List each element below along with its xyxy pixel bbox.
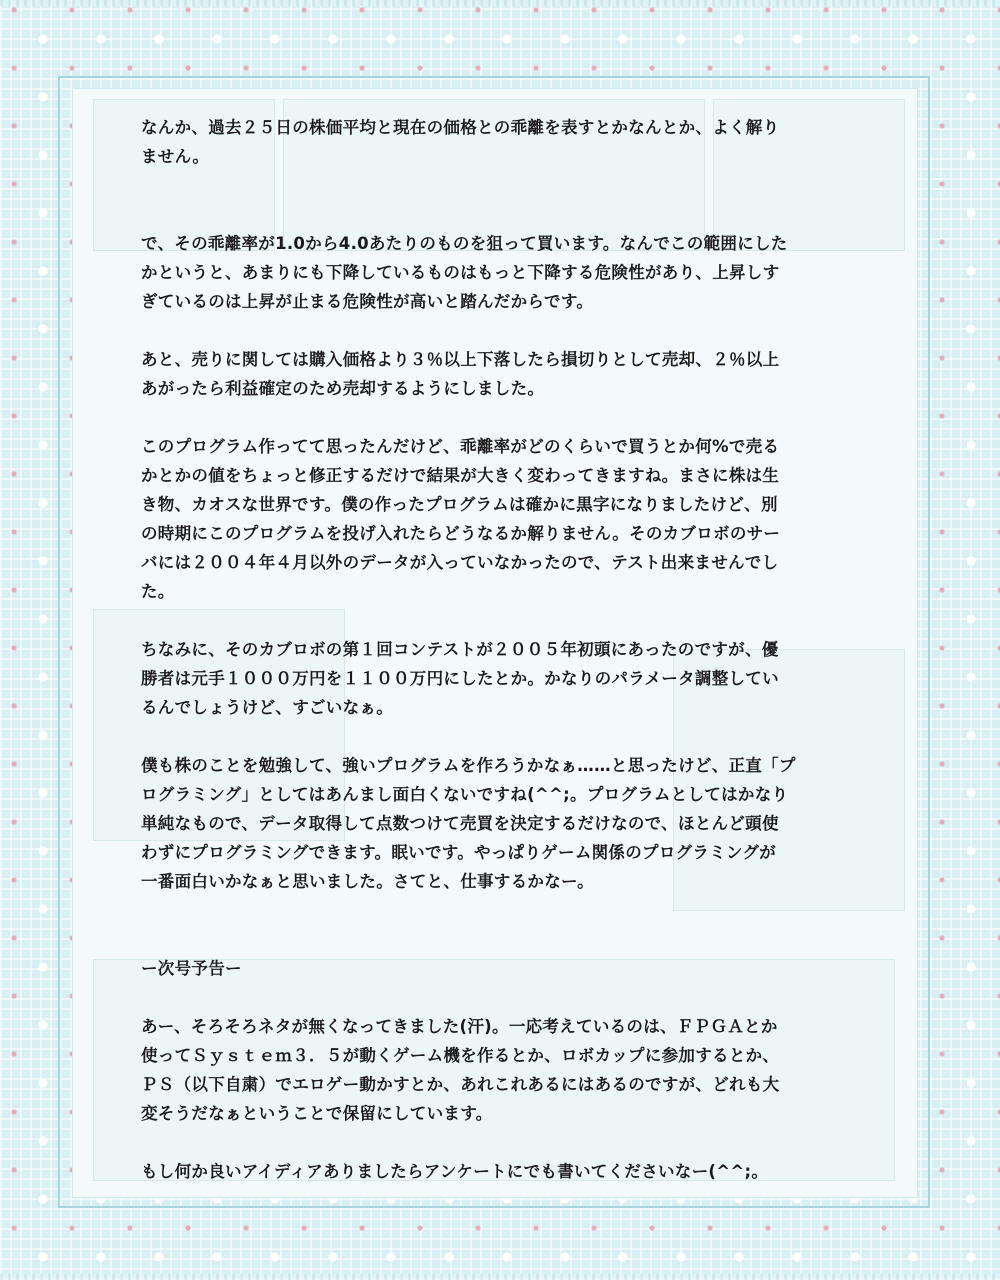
text-panel	[72, 88, 918, 1198]
article-body	[141, 113, 857, 1186]
paragraph: あと、売りに関しては購入価格より３％以上下落したら損切りとして売却、２％以上 あがったら利益確定のため売却するようにしました。	[141, 350, 780, 398]
section-heading: ー次号予告ー	[141, 959, 242, 978]
paragraph: 僕も株のことを勉強して、強いプログラムを作ろうかなぁ……と思ったけど、正直「プ ログラミング」としてはあんまし面白くないですね(^^;。プログラムとしてはかなり 単純なもので、データ取得して点数つけて売買を決定するだけなので、ほとんど頭使 わずにプログラミングできます。眠いです。やっぱりゲーム関係のプログラミングが 一番面白いかなぁと思いました。さてと、仕事するかなー。	[141, 756, 796, 891]
paragraph: なんか、過去２５日の株価平均と現在の価格との乖離を表すとかなんとか、よく解り ません。	[141, 118, 780, 166]
border-top-stripe	[0, 0, 1000, 6]
paragraph: もし何か良いアイディアありましたらアンケートにでも書いてくださいなー(^^;。	[141, 1162, 769, 1181]
paragraph: あー、そろそろネタが無くなってきました(汗)。一応考えているのは、ＦＰＧＡとか 使ってＳｙｓｔｅｍ３．５が動くゲーム機を作るとか、ロボカップに参加するとか、 ＰＳ（以下自粛）でエロゲー動かすとか、あれこれあるにはあるのですが、どれも大 変そうだなぁということで保留にしています。	[141, 1017, 780, 1123]
paragraph: で、その乖離率が1.0から4.0あたりのものを狙って買います。なんでこの範囲にした かというと、あまりにも下降しているものはもっと下降する危険性があり、上昇しす ぎているのは上昇が止まる危険性が高いと踏んだからです。	[141, 234, 788, 311]
border-bottom-stripe	[0, 1274, 1000, 1280]
paragraph: ちなみに、そのカブロボの第１回コンテストが２００５年初頭にあったのですが、優 勝者は元手１０００万円を１１００万円にしたとか。かなりのパラメータ調整してい るんでしょうけど、すごいなぁ。	[141, 640, 779, 717]
paragraph: このプログラム作ってて思ったんだけど、乖離率がどのくらいで買うとか何%で売る かとかの値をちょっと修正するだけで結果が大きく変わってきますね。まさに株は生 き物、カオスな世界です。僕の作ったプログラムは確かに黒字になりましたけど、別 の時期にこのプログラムを投げ入れたらどうなるか解りません。そのカブロボのサー バには２００４年４月以外のデータが入っていなかったので、テスト出来ませんでし た。	[141, 437, 781, 601]
